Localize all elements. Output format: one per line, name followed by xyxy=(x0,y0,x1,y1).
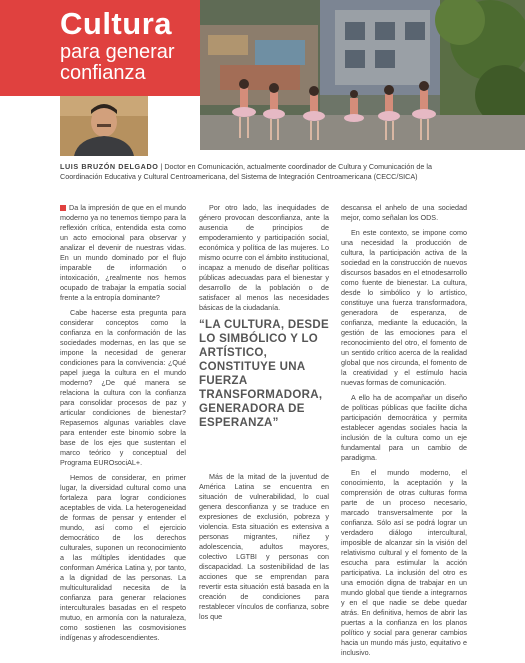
article-column-3 xyxy=(341,203,467,663)
column2-paragraph-1: Por otro lado, las inequidades de género provocan desconfianza, ante la ausencia de principios de empoderamiento y participación social, económica y política de las mujeres. Lo mismo ocurre con el ámbito institucional, incapaz a menudo de diseñar políticas públicas adecuadas para el bienestar y desarrollo de la población o de satisfacer al menos las necesidades básicas de la ciudadanía. xyxy=(199,203,329,312)
column3-paragraph-2: En este contexto, se impone como una necesidad la producción de cultura, la participación activa de la sociedad en la construcción de nuevos discursos basados en el etnodesarrollo como fuente de bienestar. La cultura, desde lo simbólico y lo artístico, constituye una fuerza transformadora, generadora de esperanza, de confianza, mediante la educación, la gestión de las emociones para el reconocimiento del otro, el fomento de un sentido crítico acerca de la realidad global que nos circunda, el fomento de la creatividad y el estímulo hacia nuevas formas de comunicación. xyxy=(341,228,467,387)
article-column-2 xyxy=(199,203,329,318)
column1-paragraph-3: Hemos de considerar, en primer lugar, la diversidad cultural como una fortaleza para lograr condiciones aceptables de vida. La heterogeneidad de formas de pensar y entender el mundo, así como el ejercicio democrático de los derechos culturales, suponen un reconocimiento a las múltiples identidades que conforman América Latina y, por tanto, a la dignidad de las personas. La multiculturalidad necesita de la confianza para generar relaciones interculturales basadas en el respeto mutuo, en armonía con la naturaleza, como sostienen las cosmovisiones indígenas y afrodescendientes. xyxy=(60,473,186,642)
article-title: Cultura xyxy=(60,6,172,41)
subtitle-line-1: para generar xyxy=(60,41,175,63)
column3-paragraph-3: A ello ha de acompañar un diseño de políticas públicas que facilite dicha participación democrática y permita establecer agendas sociales hacia la inclusión de la cultura como un eje fundamental para un cambio de paradigma. xyxy=(341,393,467,462)
author-byline xyxy=(60,162,460,182)
column3-paragraph-4: En el mundo moderno, el conocimiento, la aceptación y la comprensión de otras culturas forma parte de un proceso necesario, marcado transversalmente por la confianza. Sólo así se podrá lograr un verdadero diálogo intercultural, imposible de alcanzar sin la visión del relativismo cultural y el fomento de la escucha para estimular la acción participativa. La inclusión del otro es una emoción digna de trabajar en un mundo global que tiende a integrarnos y en el que nadie se debe quedar atrás. En definitiva, hemos de abrir las puertas a la confianza en los planos político y social para generar cambios hacia un mundo más justo, equitativo e inclusivo. xyxy=(341,468,467,657)
header-photo xyxy=(200,0,525,150)
subtitle-line-2: confianza xyxy=(60,62,146,84)
author-bio: Doctor en Comunicación, actualmente coordinador de Cultura y Comunicación de la Coordinación Educativa y Cultural Centroamericana, del Sistema de Integración Centroamericana (CECC/SICA) xyxy=(60,162,433,181)
article-subtitle xyxy=(60,42,175,84)
author-separator: | xyxy=(160,162,163,171)
dancers-photo-illustration xyxy=(200,0,525,150)
column2-paragraph-2: Más de la mitad de la juventud de América Latina se encuentra en situación de vulnerabilidad, lo cual genera desconfianza y se traduce en expresiones de exclusión, pobreza y violencia. Esta situación es extensiva a personas migrantes, niñez y adolescencia, adultos mayores, colectivo LGTBI y personas con discapacidad. La sostenibilidad de las acciones que se emprendan para revertir esta situación está basada en la creación de condiciones para restablecer vínculos de confianza, sobre los que xyxy=(199,472,329,621)
paragraph-start-marker xyxy=(60,205,66,211)
column1-paragraph-1-text: Da la impresión de que en el mundo moderno ya no tenemos tiempo para la reflexión crítica, entendida esta como un acto emocional para observar y analizar el devenir de nuestras vidas. En un mundo dominado por el flujo imparable de información o intoxicación, ¿realmente nos hemos ocupado de trabajar la empatía social frente a la entropía dominante? xyxy=(60,203,186,302)
author-name: LUIS BRUZÓN DELGADO xyxy=(60,162,159,171)
pull-quote: “LA CULTURA, DESDE LO SIMBÓLICO Y LO ARTÍSTICO, CONSTITUYE UNA FUERZA TRANSFORMADORA, GENERADORA DE ESPERANZA” xyxy=(199,319,329,429)
article-column-1 xyxy=(60,203,186,648)
column1-paragraph-1 xyxy=(60,203,186,303)
article-column-2-continued xyxy=(199,472,329,627)
author-portrait xyxy=(60,96,148,156)
column3-paragraph-1: descansa el anhelo de una sociedad mejor, como señalan los ODS. xyxy=(341,203,467,222)
author-portrait-illustration xyxy=(60,96,148,156)
column1-paragraph-2: Cabe hacerse esta pregunta para considerar conceptos como la confianza en la conformación de las sociedades modernas, en las que se impone la necesidad de generar condiciones para la convivencia: ¿Qué papel juega la cultura en el mundo moderno? ¿De qué manera se relaciona la cultura con la confianza para consolidar procesos de paz y articular condiciones de bienestar? Repasemos algunas variables clave para entender este binomio sobre la base de los ejes que sustentan el marco teórico y conceptual del Programa EUROsociAL+. xyxy=(60,308,186,467)
